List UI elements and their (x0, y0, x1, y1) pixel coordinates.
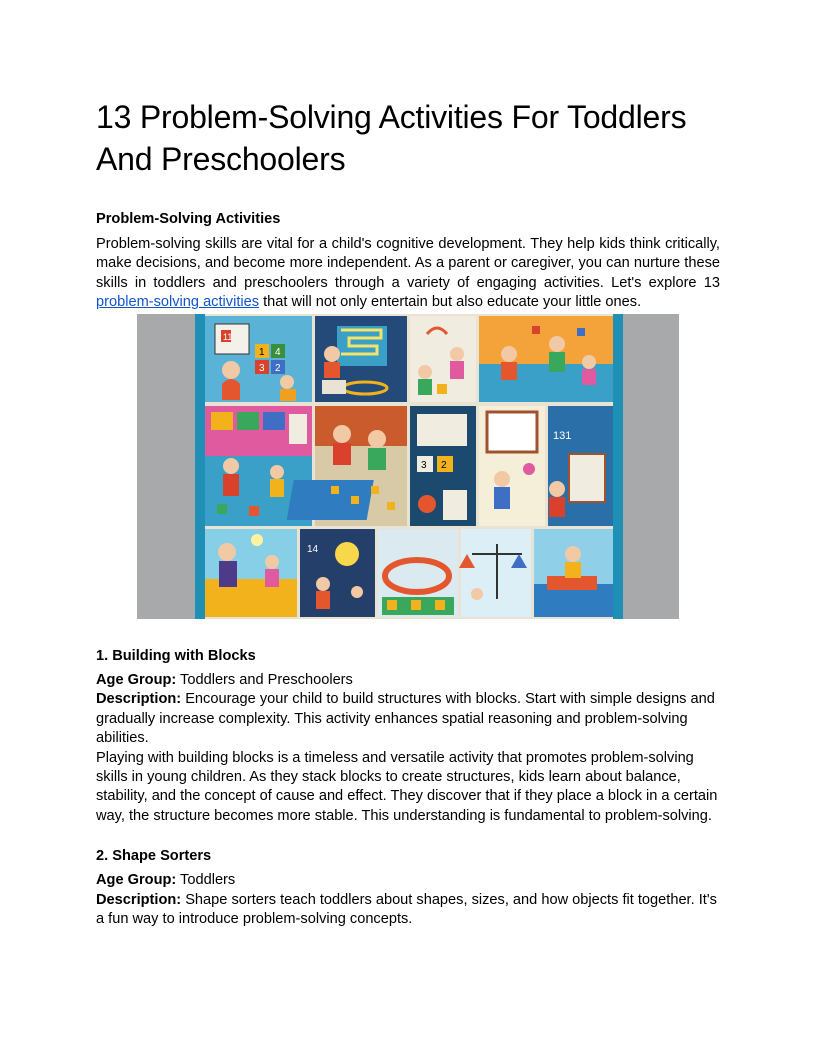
tile-2: 2 (275, 363, 281, 374)
section-1-extra: Playing with building blocks is a timeless and versatile activity that promotes problem-solving skills in young children. As they stack blocks to create structures, kids learn about balance, stability, and the concept of cause and effect. They discover that if they place a block in a certain way, the structure becomes more stable. This understanding is fundamental to problem-solving. (96, 749, 718, 824)
section-1-heading: 1. Building with Blocks (96, 648, 256, 664)
section-2-heading: 2. Shape Sorters (96, 848, 212, 865)
article-body (96, 646, 720, 929)
tile-11: 11 (223, 332, 233, 342)
section-1-age-label: Age Group: (96, 672, 177, 688)
intro-text-1: Problem-solving skills are vital for a child's cognitive development. They help kids think critically, make decisions, and become more independent. As a parent or caregiver, you can nurture these skills in toddlers and preschoolers through a variety of engaging activities. Let's explore 13 (96, 236, 720, 291)
tile-14: 14 (307, 544, 319, 555)
section-2-desc-label: Description: (96, 891, 182, 908)
section-2-age-value: Toddlers (176, 872, 236, 889)
tile-3: 3 (259, 363, 265, 374)
intro-paragraph (96, 235, 720, 313)
section-1-desc-value: Encourage your child to build structures with blocks. Start with simple designs and gradually increase complexity. This activity enhances spatial reasoning and problem-solving abilities. (96, 691, 715, 747)
panel-lightbulb (300, 529, 375, 617)
tile-2b: 2 (441, 460, 447, 471)
section-2-age (96, 871, 720, 890)
hero-illustration (137, 314, 679, 619)
section-1-description (96, 690, 720, 748)
hero-image (137, 314, 679, 619)
section-1-age-value: Toddlers and Preschoolers (176, 672, 353, 688)
tile-4: 4 (275, 347, 281, 358)
intro-heading: Problem-Solving Activities (96, 211, 281, 227)
problem-solving-link[interactable]: problem-solving activities (96, 294, 260, 311)
intro-text-2: that will not only entertain but also educate your little ones. (259, 294, 642, 311)
section-1-desc-label: Description: (96, 691, 182, 708)
section-1-age (96, 671, 720, 690)
section-2-age-label: Age Group: (96, 872, 177, 889)
section-2-description (96, 891, 720, 930)
document-page (96, 96, 720, 313)
page-title: 13 Problem-Solving Activities For Toddlers And Preschoolers (96, 99, 687, 177)
tile-131: 131 (553, 430, 572, 442)
tile-3b: 3 (421, 460, 427, 471)
section-2-desc-value: Shape sorters teach toddlers about shapes, sizes, and how objects fit together. It's a fun way to introduce problem-solving concepts. (96, 891, 717, 928)
tile-1: 1 (259, 347, 265, 358)
